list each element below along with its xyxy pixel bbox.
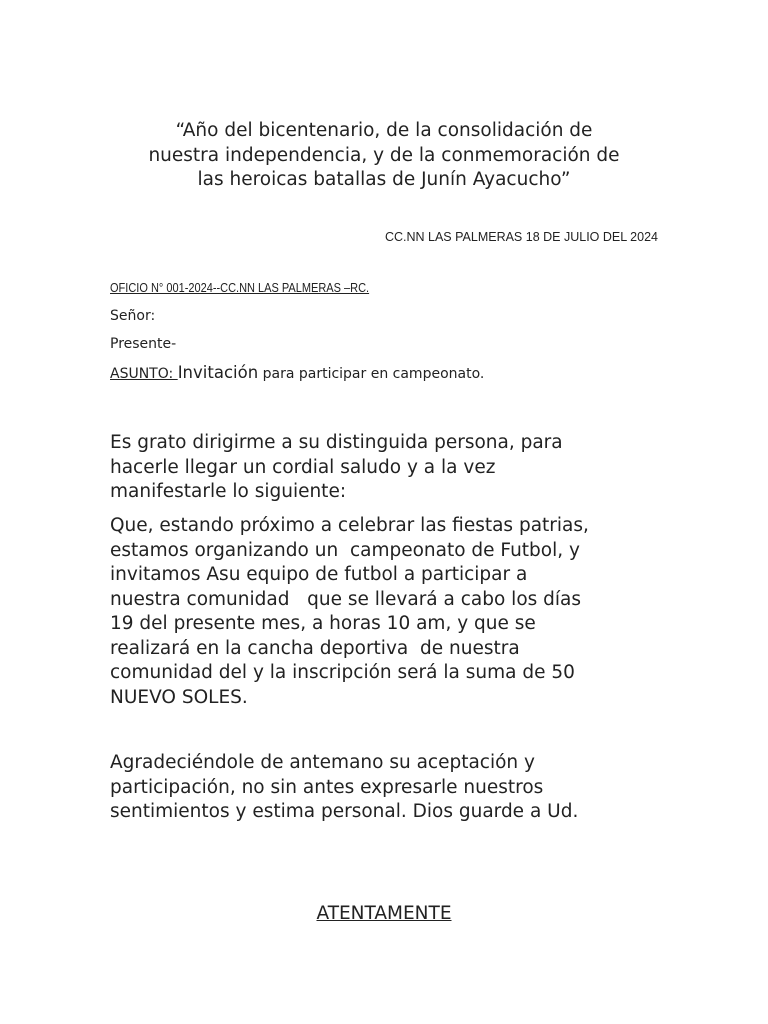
paragraph-line: comunidad del y la inscripción será la suma de 50 bbox=[110, 662, 575, 683]
motto-line-1: “Año del bicentenario, de la consolidación de bbox=[175, 120, 593, 141]
oficio-number: OFICIO N° 001-2024--CC.NN LAS PALMERAS –RC. bbox=[110, 281, 370, 295]
paragraph-line: participación, no sin antes expresarle nuestros bbox=[110, 776, 544, 798]
closing-block bbox=[0, 902, 768, 926]
presente: Presente- bbox=[110, 336, 177, 352]
body-paragraph-3 bbox=[110, 751, 658, 825]
paragraph-line: Es grato dirigirme a su distinguida persona, para bbox=[110, 432, 563, 453]
body-paragraph-1 bbox=[110, 431, 658, 505]
salutation: Señor: bbox=[110, 308, 156, 324]
subject-line bbox=[110, 363, 484, 384]
paragraph-line: Agradeciéndole de antemano su aceptación y bbox=[110, 752, 535, 773]
subject-rest: para participar en campeonato. bbox=[258, 366, 485, 382]
paragraph-line: manifestarle lo siguiente: bbox=[110, 481, 347, 502]
paragraph-line: invitamos Asu equipo de futbol a participar a bbox=[110, 564, 528, 585]
paragraph-line: realizará en la cancha deportiva de nuestra bbox=[110, 637, 520, 659]
motto-line-3: las heroicas batallas de Junín Ayacucho” bbox=[197, 169, 571, 190]
paragraph-line: nuestra comunidad que se llevará a cabo los días bbox=[110, 588, 582, 610]
paragraph-line: Que, estando próximo a celebrar las fiestas patrias, bbox=[110, 515, 589, 536]
motto-line-2: nuestra independencia, y de la conmemoración de bbox=[148, 144, 620, 166]
motto-heading bbox=[100, 119, 668, 193]
subject-main: Invitación bbox=[177, 363, 259, 382]
place-date: CC.NN LAS PALMERAS 18 DE JULIO DEL 2024 bbox=[384, 230, 658, 244]
paragraph-line: NUEVO SOLES. bbox=[110, 686, 248, 708]
paragraph-line: sentimientos y estima personal. Dios guarde a Ud. bbox=[110, 801, 579, 822]
body-paragraph-2 bbox=[110, 514, 658, 710]
paragraph-line: estamos organizando un campeonato de Futbol, y bbox=[110, 539, 580, 561]
closing-text: ATENTAMENTE bbox=[316, 903, 452, 924]
paragraph-line: 19 del presente mes, a horas 10 am, y que se bbox=[110, 613, 536, 634]
subject-label: ASUNTO: bbox=[110, 366, 178, 382]
paragraph-line: hacerle llegar un cordial saludo y a la vez bbox=[110, 456, 496, 478]
